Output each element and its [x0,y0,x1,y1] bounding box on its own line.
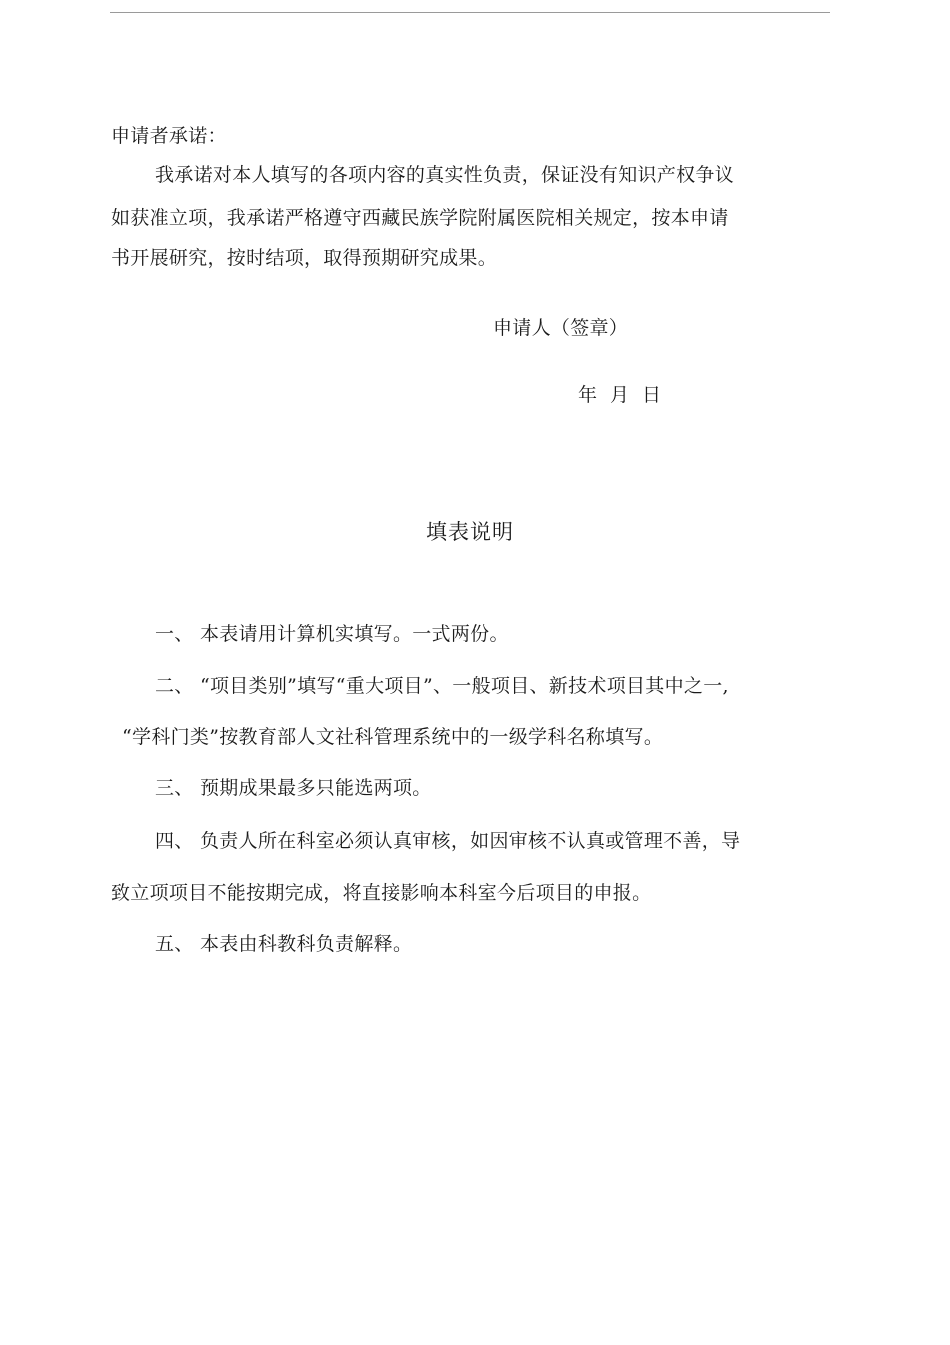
pledge-line: 我承诺对本人填写的各项内容的真实性负责，保证没有知识产权争议 [155,164,735,186]
date-label: 年 月 日 [578,384,662,406]
instruction-line: “学科门类”按教育部人文社科管理系统中的一级学科名称填写。 [122,726,664,748]
header-rule [110,12,830,13]
instruction-line: 三、 预期成果最多只能选两项。 [155,777,432,799]
pledge-line: 书开展研究，按时结项，取得预期研究成果。 [111,247,498,269]
pledge-line: 如获准立项，我承诺严格遵守西藏民族学院附属医院相关规定，按本申请 [111,207,729,229]
instruction-line: 五、 本表由科教科负责解释。 [155,933,413,955]
pledge-title: 申请者承诺： [111,125,227,147]
signature-label: 申请人（签章） [493,317,629,339]
instruction-line: 四、 负责人所在科室必须认真审核，如因审核不认真或管理不善，导 [155,830,741,852]
instruction-line: 致立项项目不能按期完成，将直接影响本科室今后项目的申报。 [111,882,652,904]
instruction-line: 二、 “项目类别”填写“重大项目”、一般项目、新技术项目其中之一, [155,675,729,697]
instruction-line: 一、 本表请用计算机实填写。一式两份。 [155,623,509,645]
instructions-heading: 填表说明 [426,520,514,544]
